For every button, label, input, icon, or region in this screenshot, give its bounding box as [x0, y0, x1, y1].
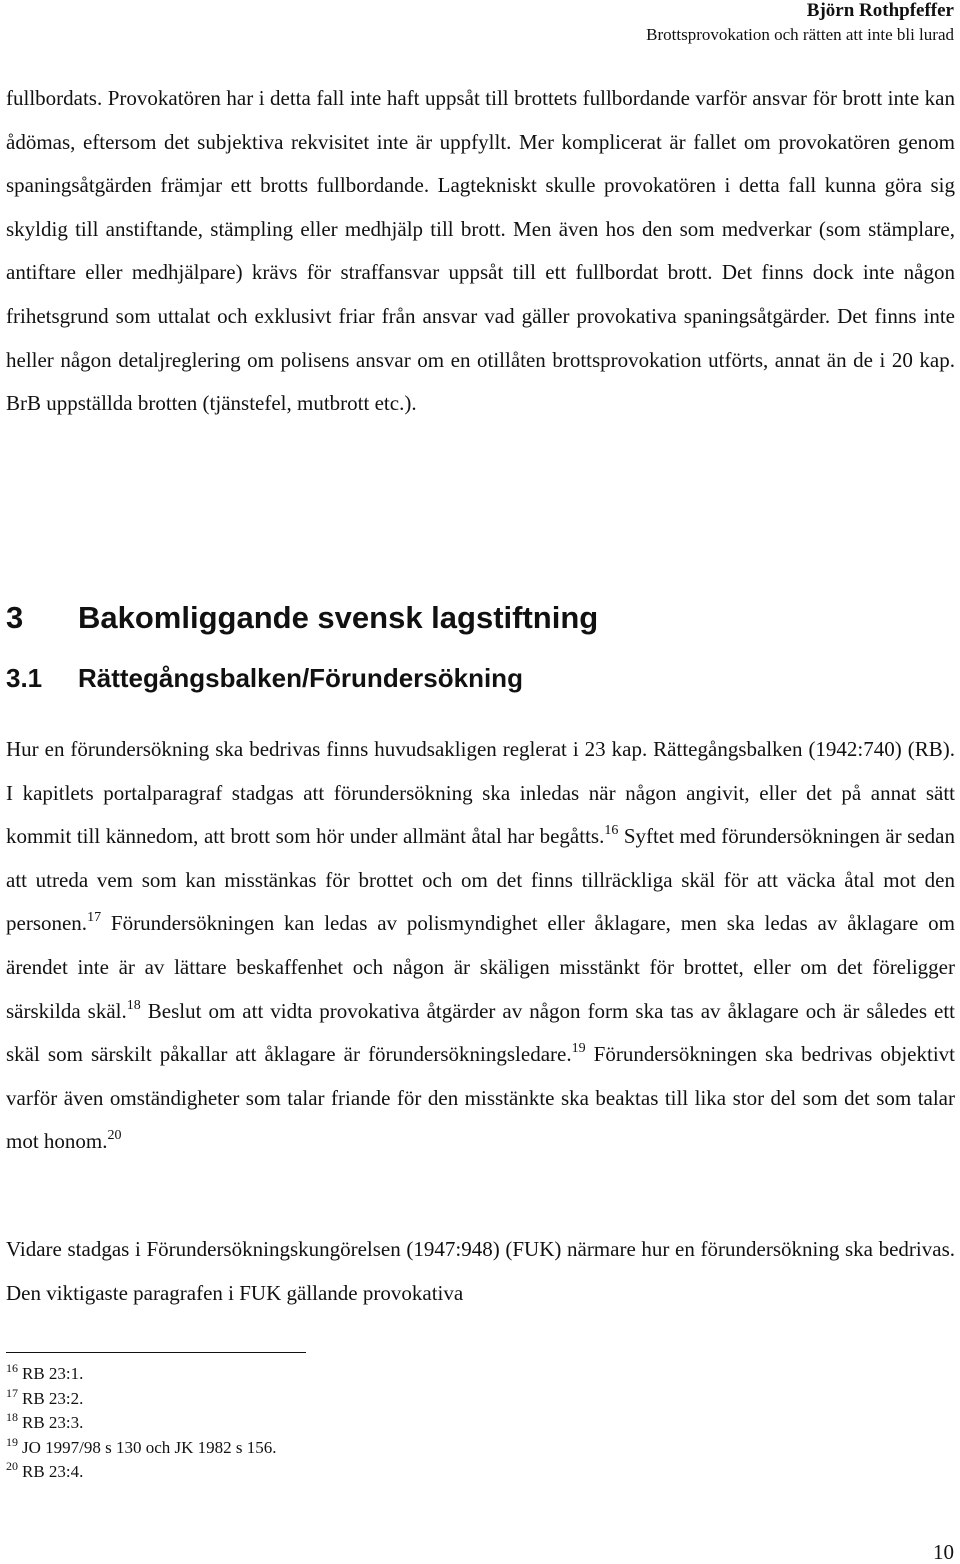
- footnote-number: 16: [6, 1361, 18, 1375]
- footnote-ref-17[interactable]: 17: [87, 910, 102, 926]
- footnote-number: 20: [6, 1459, 18, 1473]
- footnote-number: 17: [6, 1385, 18, 1400]
- body-paragraph-3: Vidare stadgas i Förundersökningskungörelsen (1947:948) (FUK) närmare hur en förundersökning ska bedrivas. Den viktigaste paragrafen i FUK gällande provokativa: [6, 1237, 955, 1305]
- footnote-item: [6, 1436, 277, 1461]
- footnote-text: RB 23:4.: [22, 1462, 84, 1481]
- paragraph-2-sentence-5: Förundersökningen ska bedrivas objektivt varför även omständigheter som talar friande för den misstänkte ska beaktas till lika stor del som det som talar mot honom.: [6, 1042, 956, 1154]
- body-paragraph-1: fullbordats. Provokatören har i detta fall inte haft uppsåt till brottets fullbordande varför ansvar för brott inte kan ådömas, eftersom det subjektiva rekvisitet inte är uppfyllt. Mer komplicerat är fallet om provokatören genom spaningsåtgärden främjar ett brotts fullbordande. Lagtekniskt skulle provokatören i detta fall kunna göra sig skyldig till anstiftande, stämpling eller medhjälp till brott. Men även hos den som medverkar (som stämplare, antiftare eller medhjälpare) krävs för straffansvar uppsåt till ett fullbordat brott. Det finns dock inte någon frihetsgrund som uttalat och exklusivt friar från ansvar vad gäller provokativa spaningsåtgärder. Det finns inte heller någon detaljreglering om polisens ansvar om en otillåten brottsprovokation utförts, annat än de i 20 kap. BrB uppställda brotten (tjänstefel, mutbrott etc.).: [6, 86, 955, 416]
- footnote-list: [6, 1362, 277, 1485]
- subsection-number: 3.1: [6, 663, 43, 693]
- header-title: Brottsprovokation och rätten att inte bli lurad: [646, 25, 954, 44]
- subsection-title: Rättegångsbalken/Förundersökning: [78, 663, 523, 693]
- paragraph-2-sentence-2: Syftet med förundersökningen är sedan att utreda vem som kan misstänkas för brottet och om det finns tillräckliga skäl för att väcka åtal mot den personen.: [6, 824, 955, 936]
- footnote-item: [6, 1460, 277, 1485]
- footnote-ref-20[interactable]: 20: [107, 1128, 122, 1144]
- body-paragraph-2: [6, 728, 955, 1164]
- footnote-number: 18: [6, 1410, 18, 1424]
- running-header: [646, 0, 954, 46]
- footnote-ref-18[interactable]: 18: [126, 997, 141, 1013]
- footnote-text: RB 23:2.: [22, 1388, 84, 1408]
- page-number: 10: [933, 1540, 954, 1564]
- section-heading: [6, 598, 598, 638]
- footnote-item: [6, 1362, 277, 1387]
- paragraph-2-sentence-3: Förundersökningen kan ledas av polismyndighet eller åklagare, men ska ledas av åklagare om ärendet inte är av lättare beskaffenhet och någon är skäligen misstänkt för brottet, eller om det föreligger särskilda skäl.: [6, 911, 955, 1023]
- footnote-text: JO 1997/98 s 130 och JK 1982 s 156.: [22, 1437, 277, 1457]
- section-title: Bakomliggande svensk lagstiftning: [78, 600, 599, 635]
- paragraph-2-sentence-4: Beslut om att vidta provokativa åtgärder av någon form ska tas av åklagare och är således ett skäl som särskilt påkallar att åklagare är förundersökningsledare.: [6, 998, 955, 1067]
- footnote-text: RB 23:3.: [22, 1413, 84, 1432]
- section-number: 3: [6, 600, 24, 635]
- subsection-heading: [6, 660, 523, 696]
- footnote-text: RB 23:1.: [22, 1364, 84, 1383]
- footnote-number: 19: [6, 1434, 18, 1449]
- footnote-item: [6, 1387, 277, 1412]
- header-author: Björn Rothpfeffer: [806, 0, 954, 21]
- footnote-ref-16[interactable]: 16: [604, 823, 619, 839]
- paragraph-2-sentence-1: Hur en förundersökning ska bedrivas finns huvudsakligen reglerat i 23 kap. Rättegångsbalken (1942:740) (RB). I kapitlets portalparagraf stadgas att förundersökning ska inledas när någon angivit, eller det på annat sätt kommit till kännedom, att brott som hör under allmänt åtal har begåtts.: [6, 737, 955, 849]
- footnote-item: [6, 1411, 277, 1436]
- footnote-ref-19[interactable]: 19: [571, 1041, 586, 1057]
- footnote-separator: [6, 1352, 306, 1353]
